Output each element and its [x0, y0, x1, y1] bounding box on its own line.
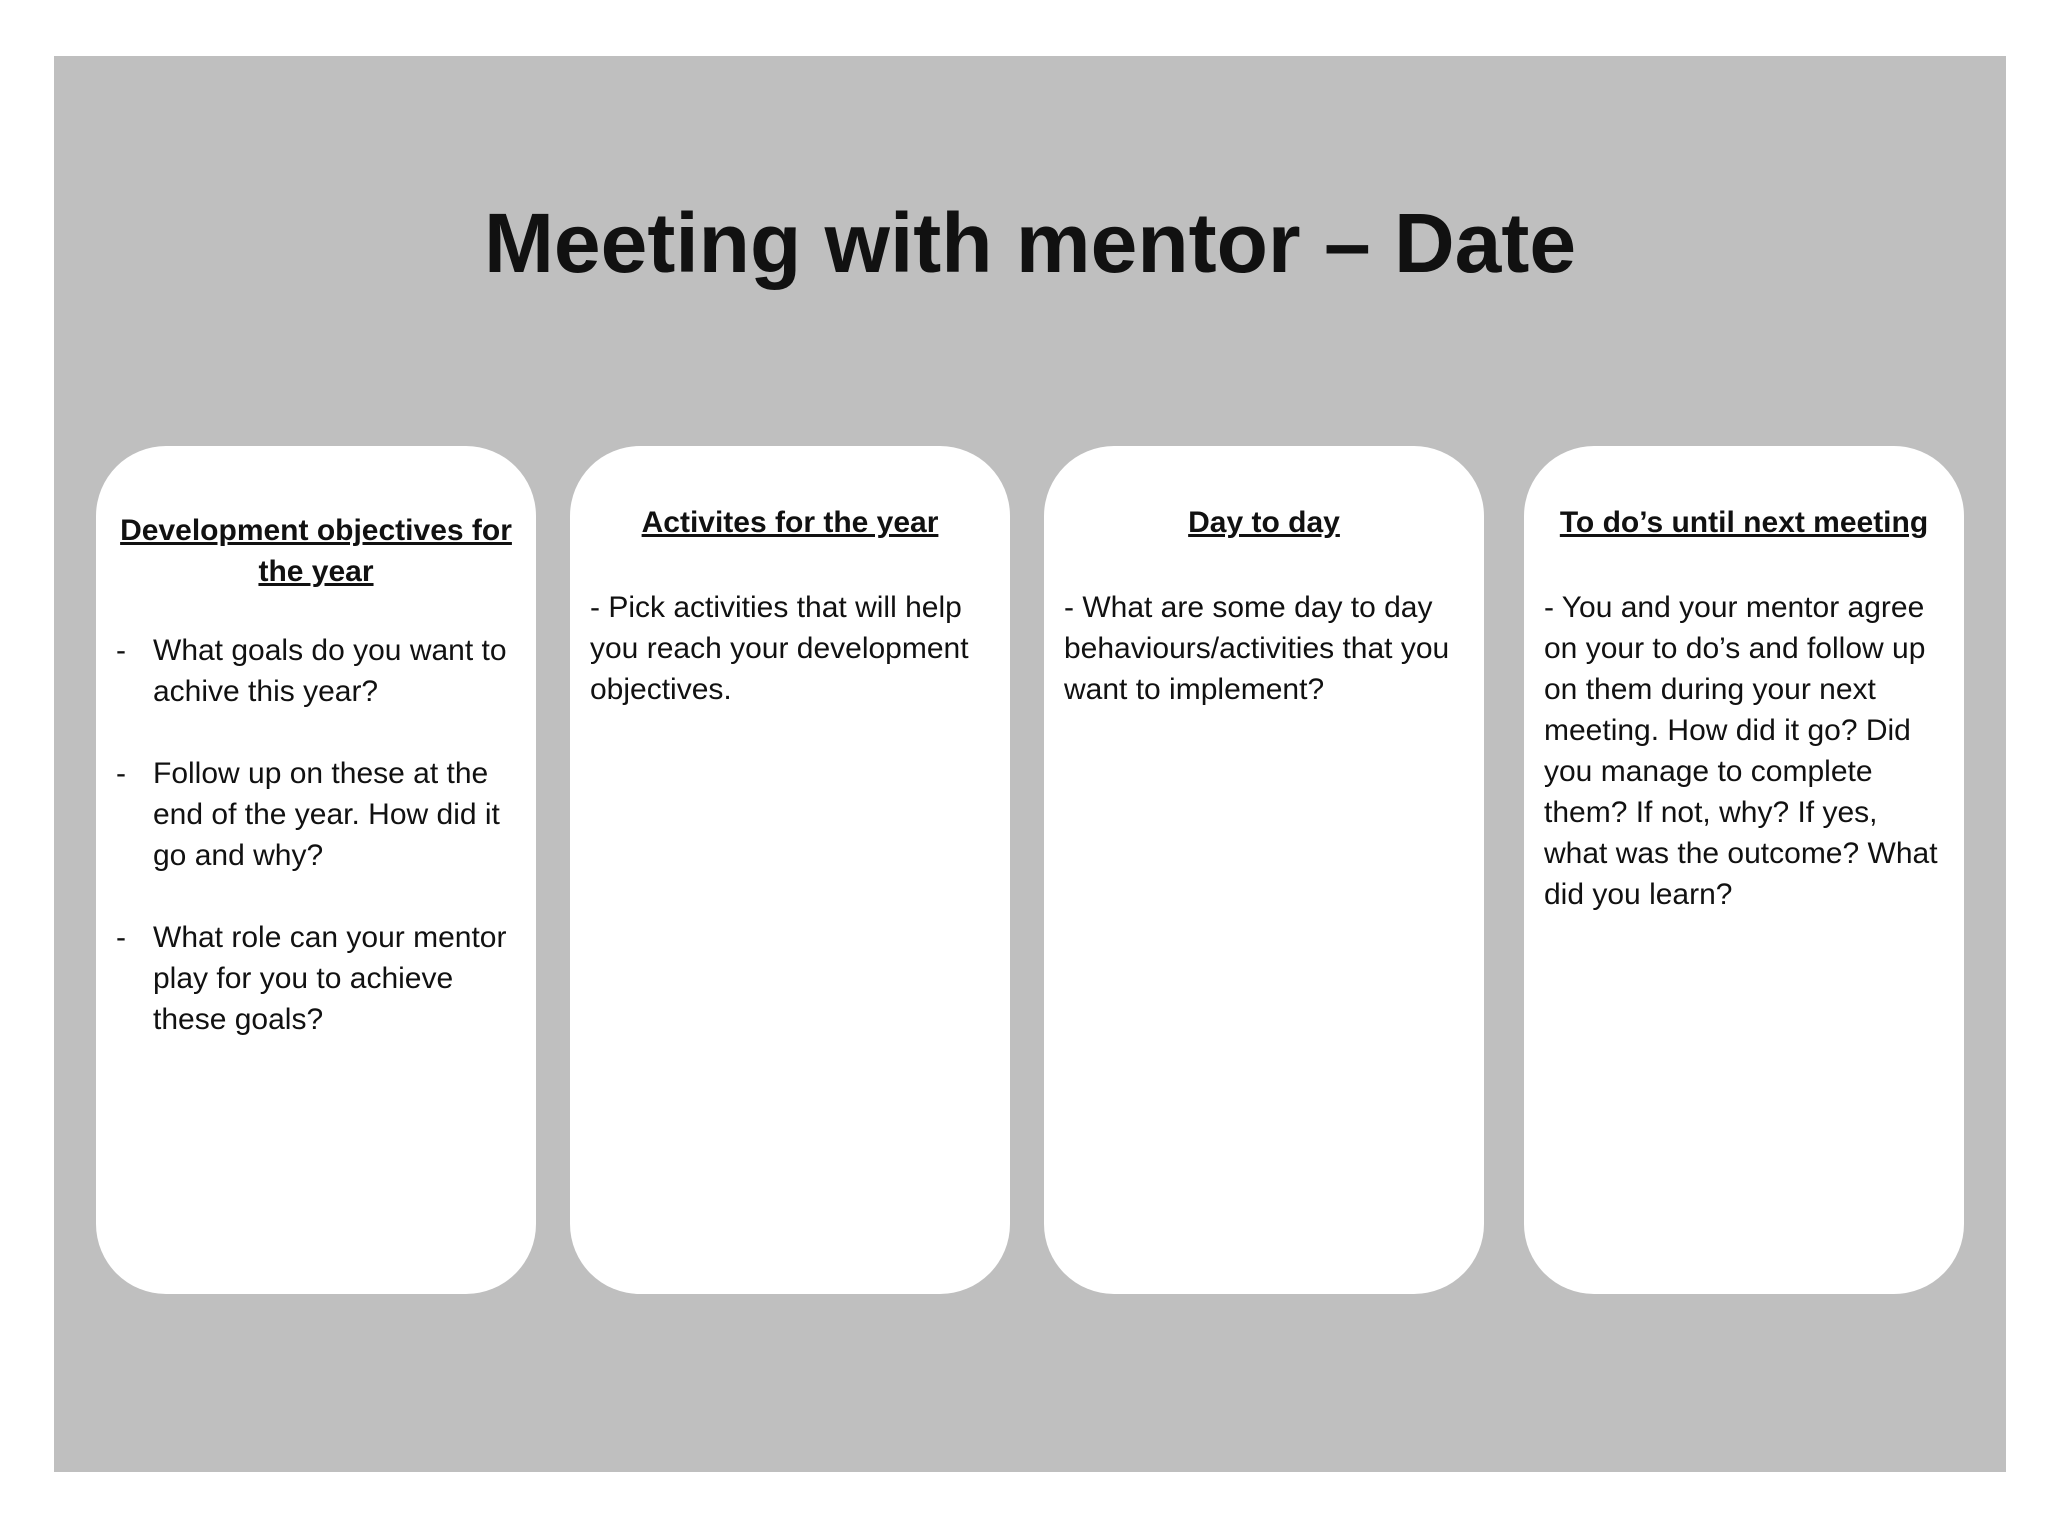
card-development-objectives	[96, 446, 536, 1294]
objectives-list	[116, 630, 516, 1040]
card-day-to-day	[1044, 446, 1484, 1294]
list-item-text: What goals do you want to achive this year?	[153, 634, 507, 708]
card-todos	[1524, 446, 1964, 1294]
list-item-text: What role can your mentor play for you to achieve these goals?	[153, 921, 507, 1036]
card-activities	[570, 446, 1010, 1294]
card-heading: Activites for the year	[641, 506, 939, 539]
bullet-dash: -	[116, 634, 126, 667]
list-item	[116, 753, 516, 876]
slide-title: Meeting with mentor – Date	[483, 196, 1577, 290]
bullet-dash: -	[116, 757, 126, 790]
card-body: - What are some day to day behaviours/activities that you want to implement?	[1064, 591, 1450, 706]
card-heading: Development objectives for the year	[120, 514, 512, 588]
bullet-dash: -	[116, 921, 126, 954]
list-item	[116, 630, 516, 712]
slide	[54, 56, 2006, 1472]
list-item-text: Follow up on these at the end of the year. How did it go and why?	[153, 757, 500, 872]
card-body: - Pick activities that will help you reach your development objectives.	[590, 591, 969, 706]
card-heading: To do’s until next meeting	[1559, 506, 1929, 539]
card-heading: Day to day	[1188, 506, 1340, 539]
card-body: - You and your mentor agree on your to do’s and follow up on them during your next meeting. How did it go? Did you manage to complete them? If not, why? If yes, what was the outcome? What did you learn?	[1544, 591, 1938, 911]
list-item	[116, 917, 516, 1040]
